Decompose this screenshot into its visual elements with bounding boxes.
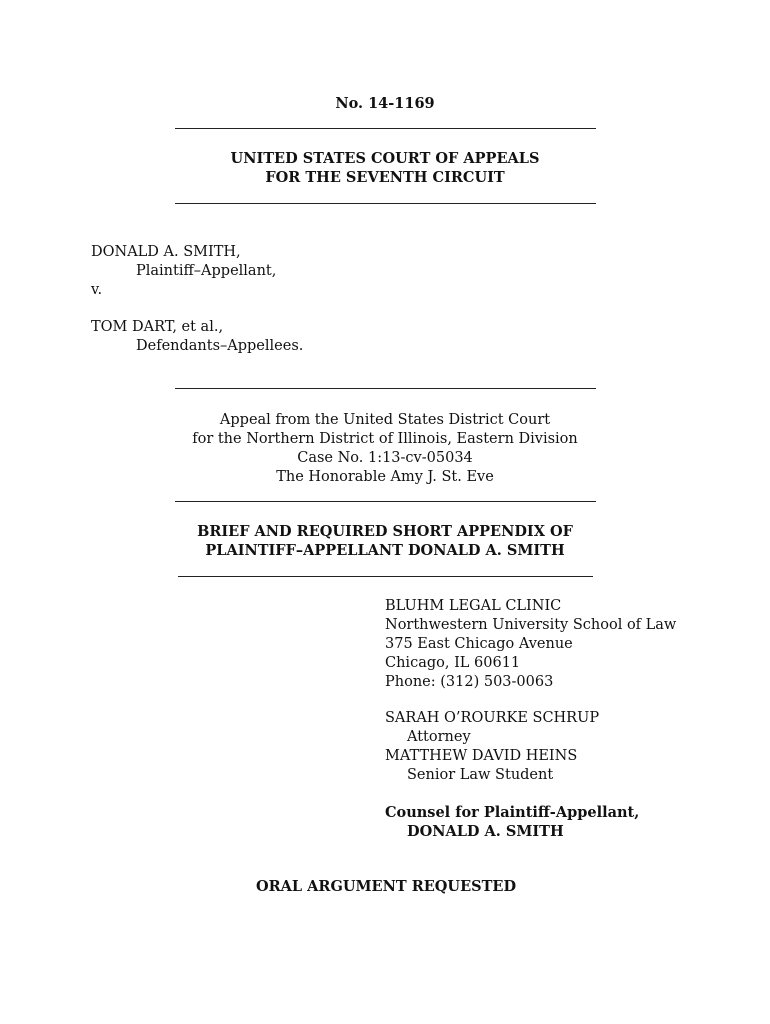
brief-title-line-1: BRIEF AND REQUIRED SHORT APPENDIX OF [197,523,573,540]
appeal-line-3: Case No. 1:13-cv-05034 [297,450,473,466]
divider-top [175,128,596,129]
counsel-for-block [385,803,639,841]
defendant-name: TOM DART, et al., [91,319,224,335]
brief-title [0,522,770,560]
student-title: Senior Law Student [407,767,554,783]
attorney-name: SARAH O’ROURKE SCHRUP [385,710,600,726]
counsel-names-block [385,709,599,785]
defendant-role: Defendants–Appellees. [136,338,304,354]
attorney-title: Attorney [407,729,471,745]
versus: v. [91,282,103,298]
city-state-zip: Chicago, IL 60611 [385,655,521,671]
counsel-address-block [385,597,676,692]
brief-title-line-2: PLAINTIFF–APPELLANT DONALD A. SMITH [205,542,565,559]
court-line-1: UNITED STATES COURT OF APPEALS [230,150,540,167]
oral-argument-requested: ORAL ARGUMENT REQUESTED [256,878,517,895]
plaintiff-role: Plaintiff–Appellant, [136,263,277,279]
divider-parties [175,388,596,389]
counsel-for-name: DONALD A. SMITH [407,823,564,840]
clinic-name: BLUHM LEGAL CLINIC [385,598,562,614]
appeal-info [0,411,770,487]
court-name-block [0,149,770,187]
plaintiff-name: DONALD A. SMITH, [91,244,241,260]
divider-appeal [175,501,596,502]
appeal-line-1: Appeal from the United States District Court [219,412,551,428]
appeal-line-2: for the Northern District of Illinois, Eastern Division [192,431,578,447]
case-number: No. 14-1169 [335,95,435,112]
court-line-2: FOR THE SEVENTH CIRCUIT [265,169,505,186]
school-name: Northwestern University School of Law [385,617,677,633]
phone-number: Phone: (312) 503-0063 [385,674,554,690]
street-address: 375 East Chicago Avenue [385,636,573,652]
appeal-line-4: The Honorable Amy J. St. Eve [276,469,494,485]
student-name: MATTHEW DAVID HEINS [385,748,578,764]
divider-court [175,203,596,204]
counsel-for: Counsel for Plaintiff-Appellant, [385,804,640,821]
divider-title [178,576,593,577]
